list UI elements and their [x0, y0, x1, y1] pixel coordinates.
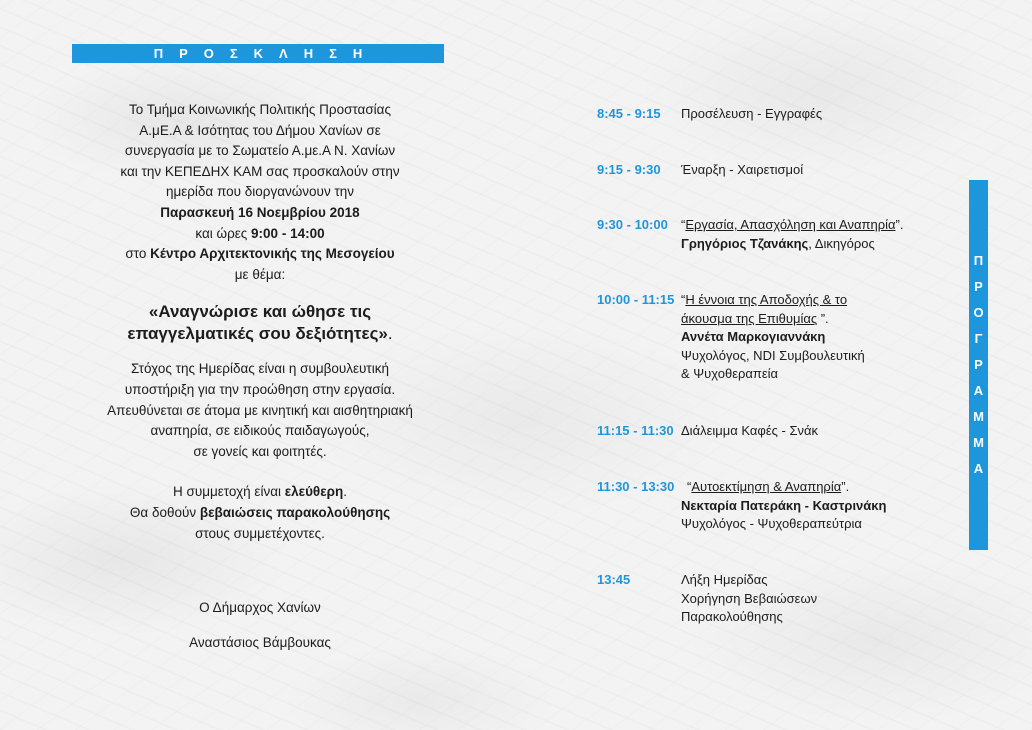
goal-line: Απευθύνεται σε άτομα με κινητική και αισθητηριακή	[107, 402, 413, 418]
speaker-name: Αννέτα Μαρκογιαννάκη	[681, 329, 826, 344]
intro-line: Α.μΕ.Α & Ισότητας του Δήμου Χανίων σε	[139, 122, 381, 138]
program-time: 11:30 - 13:30	[597, 479, 675, 494]
quote-open: “	[681, 292, 686, 307]
talk-title: Η έννοια της Αποδοχής & το	[685, 292, 848, 307]
program-desc: Παρακολούθησης	[681, 609, 783, 624]
program-item	[597, 161, 957, 180]
program-item	[597, 478, 957, 534]
program-item	[597, 291, 957, 384]
side-title-letter: Μ	[973, 409, 984, 424]
intro-line: και την ΚΕΠΕΔΗΧ ΚΑΜ σας προσκαλούν στην	[120, 163, 400, 179]
program-time: 10:00 - 11:15	[597, 292, 675, 307]
goal-line: σε γονείς και φοιτητές.	[193, 443, 327, 459]
side-title-letter: Γ	[974, 331, 983, 346]
program-time: 13:45	[597, 572, 631, 587]
speaker-role: Ψυχολόγος - Ψυχοθεραπεύτρια	[681, 516, 862, 531]
goal-line: υποστήριξη για την προώθηση στην εργασία.	[124, 381, 396, 397]
speaker-role: , Δικηγόρος	[808, 235, 875, 251]
program-item	[597, 105, 957, 124]
talk-title: άκουσμα της Επιθυμίας	[681, 310, 818, 326]
program-vertical-bar	[969, 180, 988, 550]
side-title-letter: Ρ	[974, 357, 983, 372]
mayor-name: Αναστάσιος Βάμβουκας	[189, 634, 331, 650]
program-item	[597, 216, 957, 253]
program-desc: Χορήγηση Βεβαιώσεων	[681, 590, 818, 606]
invitation-header-bar: ΠΡΟΣΚΛΗΣΗ	[72, 44, 444, 63]
participation-free: ελεύθερη	[284, 484, 344, 500]
talk-title: Αυτοεκτίμηση & Αναπηρία	[691, 479, 842, 494]
talk-title: Εργασία, Απασχόληση και Αναπηρία	[685, 217, 896, 232]
participation-prefix: Η συμμετοχή είναι	[173, 484, 285, 500]
quote-close: ”.	[895, 217, 904, 232]
theme-line: «Αναγνώρισε και ώθησε τις	[148, 302, 372, 322]
theme-end: .	[387, 324, 393, 344]
speaker-name: Νεκταρία Πατεράκη - Καστρινάκη	[681, 497, 887, 513]
event-date: Παρασκευή 16 Νοεμβρίου 2018	[160, 204, 360, 220]
program-time: 8:45 - 9:15	[597, 106, 661, 121]
invitation-text	[60, 100, 460, 653]
goal-line: αναπηρία, σε ειδικούς παιδαγωγούς,	[150, 423, 370, 439]
certs-prefix: Θα δοθούν	[129, 504, 200, 520]
hours-prefix: και ώρες	[195, 225, 252, 241]
venue-prefix: στο	[125, 246, 151, 262]
quote-close: ”.	[817, 310, 829, 326]
program-item	[597, 422, 957, 441]
side-title-letter: Ο	[973, 305, 984, 320]
side-title-letter: Μ	[973, 435, 984, 450]
speaker-role: & Ψυχοθεραπεία	[681, 366, 779, 381]
quote-open: “	[681, 217, 686, 232]
participation-suffix: .	[343, 484, 347, 500]
topic-label: με θέμα:	[234, 266, 286, 282]
program-side-title	[973, 248, 984, 482]
intro-line: ημερίδα που διοργανώνουν την	[165, 184, 355, 200]
intro-line: Το Τμήμα Κοινωνικής Πολιτικής Προστασίας	[128, 102, 391, 117]
speaker-name: Γρηγόριος Τζανάκης	[681, 235, 809, 251]
intro-line: συνεργασία με το Σωματείο Α.με.Α Ν. Χανίων	[124, 143, 396, 159]
side-title-letter: Α	[973, 461, 984, 476]
program-desc: Λήξη Ημερίδας	[681, 572, 768, 587]
program-time: 9:30 - 10:00	[597, 217, 668, 232]
program-desc: Διάλειμμα Καφές - Σνάκ	[681, 423, 819, 438]
quote-open: “	[687, 479, 692, 494]
certs-bold: βεβαιώσεις παρακολούθησης	[199, 504, 391, 520]
event-hours: 9:00 - 14:00	[251, 225, 325, 241]
goal-line: Στόχος της Ημερίδας είναι η συμβουλευτική	[130, 361, 390, 377]
speaker-role: Ψυχολόγος, NDI Συμβουλευτική	[681, 347, 865, 363]
theme-line: επαγγελματικές σου δεξιότητες»	[127, 324, 388, 344]
quote-close: ”.	[841, 479, 850, 494]
event-venue: Κέντρο Αρχιτεκτονικής της Μεσογείου	[150, 246, 395, 262]
certs-end: στους συμμετέχοντες.	[195, 525, 325, 541]
program-desc: Έναρξη - Χαιρετισμοί	[681, 162, 804, 177]
side-title-letter: Α	[973, 383, 984, 398]
side-title-letter: Ρ	[974, 279, 983, 294]
program-time: 9:15 - 9:30	[597, 162, 661, 177]
program-item	[597, 571, 957, 627]
mayor-title: Ο Δήμαρχος Χανίων	[199, 600, 321, 616]
program-time: 11:15 - 11:30	[597, 423, 674, 438]
program-desc: Προσέλευση - Εγγραφές	[681, 106, 823, 121]
side-title-letter: Π	[973, 253, 984, 268]
